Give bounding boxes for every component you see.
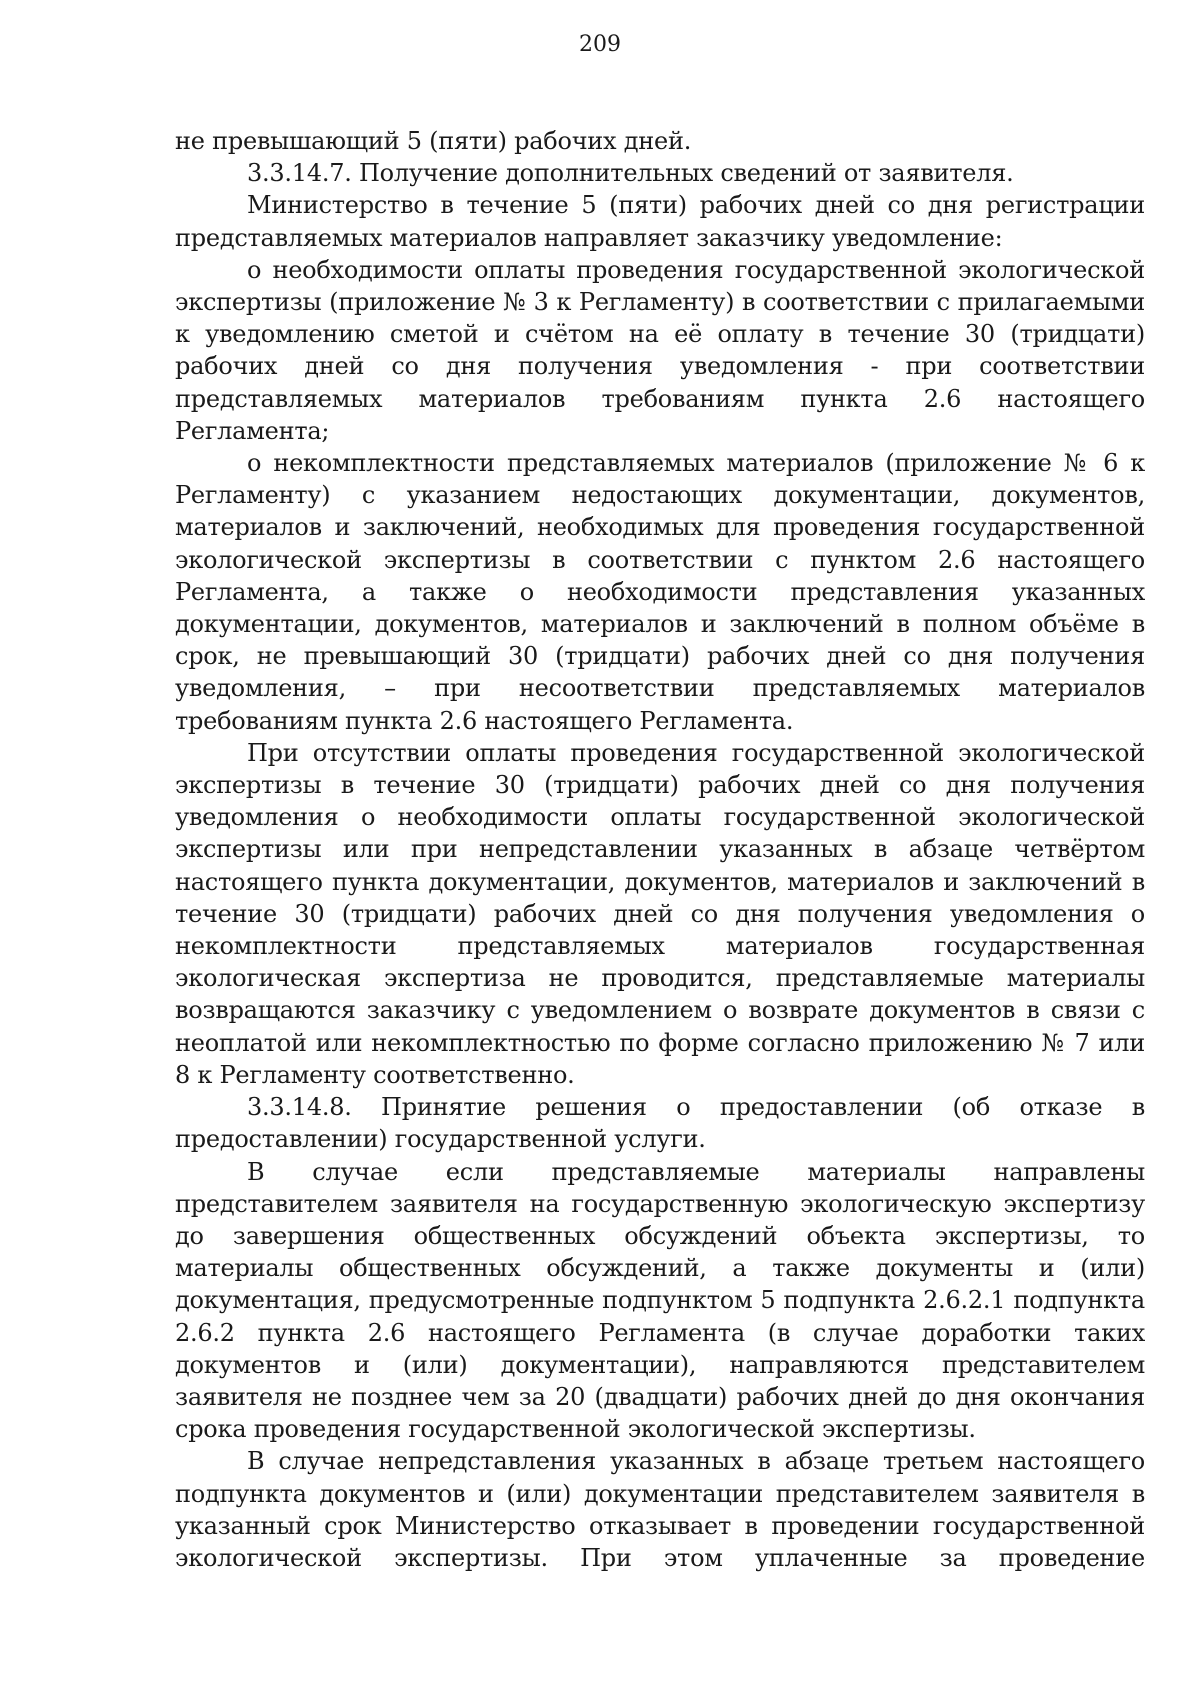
page-number: 209 xyxy=(579,32,621,57)
paragraph-non-submission: В случае непредставления указанных в абзаце третьем настоящего подпункта документов и (или) документации представителем заявителя в указанный срок Министерство отказывает в проведении государственной экологической экспертизы. При этом уплаченные за проведение xyxy=(175,1447,1145,1572)
paragraph-payment-necessity: о необходимости оплаты проведения государственной экологической экспертизы (приложение № 3 к Регламенту) в соответствии с прилагаемыми к уведомлению сметой и счётом на её оплату в течение 30 (тридцати) рабочих дней со дня получения уведомления - при соответствии представляемых материалов требованиям пункта 2.6 настоящего Регламента; xyxy=(175,255,1145,445)
paragraph-ministry-notification: Министерство в течение 5 (пяти) рабочих дней со дня регистрации представляемых материалов направляет заказчику уведомление: xyxy=(175,191,1145,252)
paragraph-absence-of-payment: При отсутствии оплаты проведения государственной экологической экспертизы в течение 30 (тридцати) рабочих дней со дня получения уведомления о необходимости оплаты государственной экологической экспертизы или при непредставлении указанных в абзаце четвёртом настоящего пункта документации, документов, материалов и заключений в течение 30 (тридцати) рабочих дней со дня получения уведомления о некомплектности представляемых материалов государственная экологическая экспертиза не проводится, представляемые материалы возвращаются заказчику с уведомлением о возврате документов в связи с неоплатой или некомплектностью по форме согласно приложению № 7 или 8 к Регламенту соответственно. xyxy=(175,738,1145,1089)
section-heading-3-3-14-7: 3.3.14.7. Получение дополнительных сведений от заявителя. xyxy=(247,159,1014,188)
document-body xyxy=(175,125,1145,1574)
paragraph-public-discussion: В случае если представляемые материалы направлены представителем заявителя на государственную экологическую экспертизу до завершения общественных обсуждений объекта экспертизы, то материалы общественных обсуждений, а также документы и (или) документация, предусмотренные подпунктом 5 подпункта 2.6.2.1 подпункта 2.6.2 пункта 2.6 настоящего Регламента (в случае доработки таких документов и (или) документации), направляются представителем заявителя не позднее чем за 20 (двадцати) рабочих дней до дня окончания срока проведения государственной экологической экспертизы. xyxy=(175,1157,1145,1444)
paragraph-continuation: не превышающий 5 (пяти) рабочих дней. xyxy=(175,127,692,155)
section-heading-3-3-14-8: 3.3.14.8. Принятие решения о предоставлении (об отказе в предоставлении) государственной услуги. xyxy=(175,1093,1145,1154)
paragraph-incompleteness: о некомплектности представляемых материалов (приложение № 6 к Регламенту) с указанием недостающих документации, документов, материалов и заключений, необходимых для проведения государственной экологической экспертизы в соответствии с пунктом 2.6 настоящего Регламента, а также о необходимости представления указанных документации, документов, материалов и заключений в полном объёме в срок, не превышающий 30 (тридцати) рабочих дней со дня получения уведомления, – при несоответствии представляемых материалов требованиям пункта 2.6 настоящего Регламента. xyxy=(175,449,1145,735)
